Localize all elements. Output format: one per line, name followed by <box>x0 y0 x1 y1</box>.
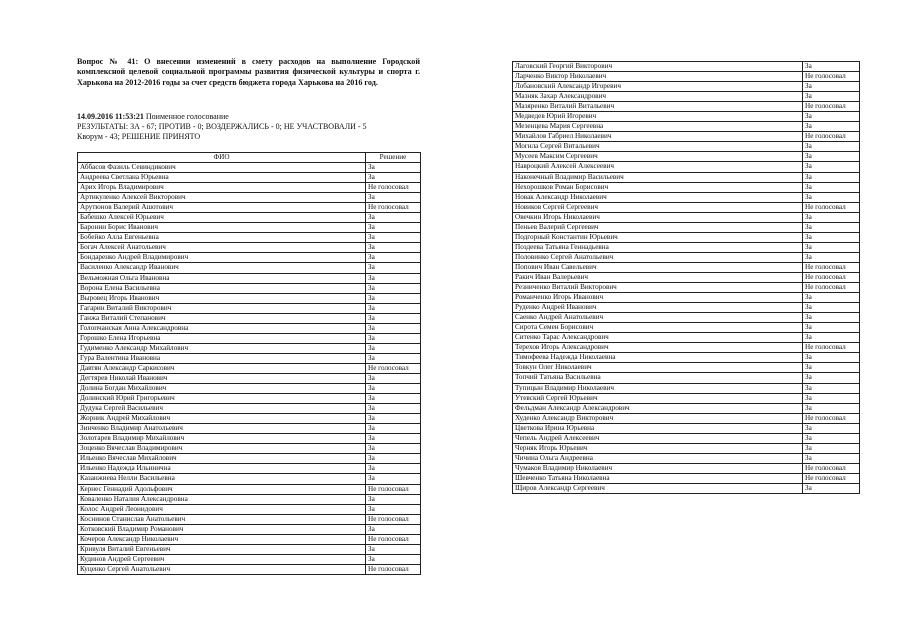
table-row <box>513 353 860 363</box>
vote-decision: За <box>366 253 421 263</box>
table-row <box>513 443 860 453</box>
deputy-name: Половинко Сергей Анатольевич <box>513 252 803 262</box>
table-row <box>78 363 421 373</box>
deputy-name: Арутюнов Валерий Ашотович <box>78 203 366 213</box>
deputy-name: Мазяренко Виталий Витальевич <box>513 102 803 112</box>
vote-decision: За <box>366 333 421 343</box>
deputy-name: Богач Алексей Анатольевич <box>78 243 366 253</box>
header-decision: Решение <box>366 153 421 163</box>
vote-decision: За <box>366 173 421 183</box>
vote-decision: За <box>366 544 421 554</box>
table-row <box>513 283 860 293</box>
table-row <box>78 504 421 514</box>
deputy-name: Вельможная Ольга Ивановна <box>78 273 366 283</box>
table-row <box>78 424 421 434</box>
table-row <box>513 62 860 72</box>
deputy-name: Ильенко Вячеслав Михайлович <box>78 454 366 464</box>
table-row <box>78 554 421 564</box>
vote-session-line <box>77 112 420 122</box>
vote-decision: За <box>366 554 421 564</box>
deputy-name: Гура Валентина Ивановна <box>78 353 366 363</box>
vote-decision: За <box>803 152 860 162</box>
deputy-name: Зоценко Вячеслав Владимирович <box>78 444 366 454</box>
deputy-name: Арих Игорь Владимирович <box>78 183 366 193</box>
vote-decision: За <box>366 293 421 303</box>
vote-decision: За <box>803 433 860 443</box>
vote-timestamp: 14.09.2016 11:53:21 <box>77 112 144 121</box>
vote-decision: За <box>366 223 421 233</box>
vote-decision: За <box>803 252 860 262</box>
vote-decision: За <box>366 474 421 484</box>
deputy-name: Фельдман Александр Александрович <box>513 403 803 413</box>
deputy-name: Баронин Борис Иванович <box>78 223 366 233</box>
table-row <box>78 514 421 524</box>
vote-meta <box>77 112 420 143</box>
vote-decision: За <box>366 163 421 173</box>
table-row <box>513 112 860 122</box>
vote-decision: За <box>366 384 421 394</box>
deputy-name: Чумаков Владимир Николаевич <box>513 463 803 473</box>
vote-decision: За <box>366 233 421 243</box>
deputy-name: Дудука Сергей Васильевич <box>78 404 366 414</box>
deputy-name: Пеньев Валерий Сергеевич <box>513 222 803 232</box>
vote-decision: За <box>366 303 421 313</box>
table-row <box>513 433 860 443</box>
table-row <box>78 253 421 263</box>
vote-decision: Не голосовал <box>803 272 860 282</box>
deputy-name: Щиров Александр Сергеевич <box>513 483 803 493</box>
deputy-name: Артикуленко Алексей Викторович <box>78 193 366 203</box>
deputy-name: Попович Иван Савельевич <box>513 262 803 272</box>
deputy-name: Поздеева Татьяна Геннадьевна <box>513 242 803 252</box>
deputy-name: Бондаренко Андрей Владимирович <box>78 253 366 263</box>
table-row <box>78 343 421 353</box>
vote-decision: За <box>803 453 860 463</box>
table-row <box>513 313 860 323</box>
table-row <box>78 384 421 394</box>
question-title: Вопрос № 41: О внесении изменений в смету расходов на выполнение Городской комплексной целевой социальной программы развития физической культуры и спорта г. Харькова на 2012-2016 годы за счет средств бюджета города Харькова на 2016 год. <box>77 57 420 87</box>
vote-decision: За <box>803 162 860 172</box>
vote-decision: За <box>366 343 421 353</box>
vote-decision: За <box>803 172 860 182</box>
deputy-name: Кривуля Виталий Евгеньевич <box>78 544 366 554</box>
vote-decision: За <box>803 303 860 313</box>
deputy-name: Ракич Иван Валерьевич <box>513 272 803 282</box>
table-row <box>513 453 860 463</box>
vote-decision: За <box>803 62 860 72</box>
table-row <box>513 152 860 162</box>
deputy-name: Сирота Семен Борисович <box>513 323 803 333</box>
vote-decision: За <box>803 323 860 333</box>
table-row <box>78 544 421 554</box>
deputy-name: Ситенко Тарас Александрович <box>513 333 803 343</box>
vote-decision: За <box>803 92 860 102</box>
vote-decision: Не голосовал <box>366 203 421 213</box>
deputy-name: Могила Сергей Витальевич <box>513 142 803 152</box>
deputy-name: Дегтярев Николай Иванович <box>78 373 366 383</box>
table-row <box>78 414 421 424</box>
table-row <box>78 263 421 273</box>
deputy-name: Гудименко Александр Михайлович <box>78 343 366 353</box>
vote-decision: За <box>803 423 860 433</box>
deputy-name: Ларченко Виктор Николаевич <box>513 72 803 82</box>
vote-decision: За <box>366 504 421 514</box>
vote-quorum: Кворум - 43; РЕШЕНИЕ ПРИНЯТО <box>77 132 201 142</box>
table-row <box>513 413 860 423</box>
vote-decision: Не голосовал <box>803 463 860 473</box>
table-row <box>513 423 860 433</box>
table-row <box>513 202 860 212</box>
table-row <box>513 252 860 262</box>
table-row <box>78 524 421 534</box>
vote-decision: За <box>366 394 421 404</box>
table-row <box>78 323 421 333</box>
table-row <box>513 232 860 242</box>
deputy-name: Цветкова Ирина Юрьевна <box>513 423 803 433</box>
table-row <box>513 383 860 393</box>
vote-decision: За <box>803 142 860 152</box>
table-row <box>78 454 421 464</box>
vote-decision: Не голосовал <box>366 534 421 544</box>
vote-decision: За <box>366 273 421 283</box>
table-row <box>78 193 421 203</box>
deputy-name: Лаговский Георгий Викторович <box>513 62 803 72</box>
deputy-name: Товкун Олег Николаевич <box>513 363 803 373</box>
deputy-name: Долина Богдан Михайлович <box>78 384 366 394</box>
vote-decision: За <box>803 363 860 373</box>
deputy-name: Василенко Александр Иванович <box>78 263 366 273</box>
table-row <box>513 182 860 192</box>
vote-decision: Не голосовал <box>803 473 860 483</box>
table-row <box>513 363 860 373</box>
vote-table-right-body <box>513 62 860 494</box>
deputy-name: Бобейко Алла Евгеньевна <box>78 233 366 243</box>
vote-decision: Не голосовал <box>366 564 421 574</box>
vote-decision: За <box>366 464 421 474</box>
deputy-name: Лобановский Александр Игоревич <box>513 82 803 92</box>
vote-table-left <box>77 152 421 575</box>
deputy-name: Медведев Юрий Игоревич <box>513 112 803 122</box>
table-row <box>78 233 421 243</box>
vote-decision: Не голосовал <box>366 183 421 193</box>
table-row <box>513 473 860 483</box>
deputy-name: Михайлов Габриел Николаевич <box>513 132 803 142</box>
table-row <box>78 173 421 183</box>
table-row <box>513 122 860 132</box>
vote-decision: За <box>803 232 860 242</box>
table-row <box>78 464 421 474</box>
vote-decision: За <box>803 373 860 383</box>
table-row <box>78 163 421 173</box>
vote-decision: За <box>366 213 421 223</box>
vote-decision: За <box>366 313 421 323</box>
vote-decision: За <box>366 353 421 363</box>
deputy-name: Мазняк Захар Александрович <box>513 92 803 102</box>
vote-decision: За <box>803 353 860 363</box>
table-row <box>78 534 421 544</box>
table-row <box>513 242 860 252</box>
vote-decision: За <box>803 242 860 252</box>
table-row <box>78 404 421 414</box>
table-row <box>78 394 421 404</box>
vote-decision: За <box>366 494 421 504</box>
deputy-name: Аббасов Фазиль Севиндикович <box>78 163 366 173</box>
vote-table-right <box>512 61 860 494</box>
deputy-name: Нехорошков Роман Борисович <box>513 182 803 192</box>
vote-decision: За <box>366 414 421 424</box>
vote-decision: За <box>366 434 421 444</box>
deputy-name: Ильенко Надежда Ильинична <box>78 464 366 474</box>
vote-decision: Не голосовал <box>803 132 860 142</box>
vote-decision: За <box>803 112 860 122</box>
table-row <box>513 262 860 272</box>
deputy-name: Черняк Игорь Юрьевич <box>513 443 803 453</box>
vote-type: Поименное голосование <box>145 112 229 121</box>
table-row <box>513 92 860 102</box>
table-header-row <box>78 153 421 163</box>
deputy-name: Андреева Светлана Юрьевна <box>78 173 366 183</box>
deputy-name: Коваленко Наталия Александровна <box>78 494 366 504</box>
table-row <box>513 172 860 182</box>
table-row <box>78 273 421 283</box>
deputy-name: Бабешко Алексей Юрьевич <box>78 213 366 223</box>
vote-decision: За <box>366 263 421 273</box>
deputy-name: Зинченко Владимир Анатольевич <box>78 424 366 434</box>
table-row <box>513 373 860 383</box>
table-row <box>513 212 860 222</box>
deputy-name: Наконечный Владимир Васильевич <box>513 172 803 182</box>
deputy-name: Подгорный Константин Юрьевич <box>513 232 803 242</box>
table-row <box>78 283 421 293</box>
vote-table-left-body <box>78 163 421 575</box>
table-row <box>78 434 421 444</box>
vote-decision: За <box>803 483 860 493</box>
deputy-name: Кернес Геннадий Адольфович <box>78 484 366 494</box>
table-row <box>513 142 860 152</box>
table-row <box>78 444 421 454</box>
vote-results: РЕЗУЛЬТАТЫ: ЗА - 67; ПРОТИВ - 0; ВОЗДЕРЖАЛИСЬ - 0; НЕ УЧАСТВОВАЛИ - 5 <box>77 122 367 132</box>
vote-decision: За <box>366 524 421 534</box>
vote-decision: За <box>366 444 421 454</box>
table-row <box>78 293 421 303</box>
deputy-name: Резниченко Виталий Викторович <box>513 283 803 293</box>
table-row <box>513 393 860 403</box>
table-row <box>513 272 860 282</box>
vote-decision: Не голосовал <box>803 72 860 82</box>
vote-decision: За <box>803 293 860 303</box>
table-row <box>513 323 860 333</box>
deputy-name: Кудинов Андрей Сергеевич <box>78 554 366 564</box>
vote-decision: За <box>366 193 421 203</box>
table-row <box>78 474 421 484</box>
deputy-name: Коснинов Станислав Анатольевич <box>78 514 366 524</box>
table-row <box>78 223 421 233</box>
vote-decision: Не голосовал <box>366 514 421 524</box>
deputy-name: Утевский Сергей Юрьевич <box>513 393 803 403</box>
table-row <box>78 373 421 383</box>
table-row <box>78 333 421 343</box>
table-row <box>78 353 421 363</box>
vote-decision: За <box>366 373 421 383</box>
table-row <box>513 343 860 353</box>
deputy-name: Выровец Игорь Иванович <box>78 293 366 303</box>
deputy-name: Новиков Сергей Сергеевич <box>513 202 803 212</box>
table-row <box>78 243 421 253</box>
deputy-name: Котковский Владимир Романович <box>78 524 366 534</box>
vote-decision: Не голосовал <box>803 202 860 212</box>
deputy-name: Золотарев Владимир Михайлович <box>78 434 366 444</box>
vote-decision: За <box>366 404 421 414</box>
table-row <box>513 483 860 493</box>
vote-decision: За <box>803 82 860 92</box>
deputy-name: Терехов Игорь Александрович <box>513 343 803 353</box>
vote-decision: За <box>803 393 860 403</box>
table-row <box>78 484 421 494</box>
deputy-name: Чепель Андрей Алексеевич <box>513 433 803 443</box>
vote-decision: За <box>366 283 421 293</box>
table-row <box>513 293 860 303</box>
vote-decision: За <box>803 443 860 453</box>
deputy-name: Чичина Ольга Андреевна <box>513 453 803 463</box>
deputy-name: Куценко Сергей Анатольевич <box>78 564 366 574</box>
deputy-name: Руденко Андрей Иванович <box>513 303 803 313</box>
table-row <box>513 132 860 142</box>
deputy-name: Гагарин Виталий Викторович <box>78 303 366 313</box>
deputy-name: Колос Андрей Леонидович <box>78 504 366 514</box>
deputy-name: Долинский Юрий Григорьевич <box>78 394 366 404</box>
vote-decision: За <box>366 454 421 464</box>
table-row <box>513 82 860 92</box>
table-row <box>78 313 421 323</box>
header-name: ФИО <box>78 153 366 163</box>
table-row <box>78 303 421 313</box>
deputy-name: Тимофеева Надежда Николаевна <box>513 353 803 363</box>
vote-decision: За <box>803 122 860 132</box>
deputy-name: Казанжиева Нелли Васильевна <box>78 474 366 484</box>
deputy-name: Ганжа Виталий Степанович <box>78 313 366 323</box>
table-row <box>78 183 421 193</box>
deputy-name: Мусеев Максим Сергеевич <box>513 152 803 162</box>
vote-decision: Не голосовал <box>803 102 860 112</box>
table-row <box>513 463 860 473</box>
vote-decision: Не голосовал <box>366 484 421 494</box>
deputy-name: Романченко Игорь Иванович <box>513 293 803 303</box>
vote-decision: За <box>803 192 860 202</box>
vote-decision: Не голосовал <box>803 283 860 293</box>
table-row <box>513 403 860 413</box>
deputy-name: Саенко Андрей Анатольевич <box>513 313 803 323</box>
deputy-name: Ворона Елена Васильевна <box>78 283 366 293</box>
deputy-name: Жорник Андрей Михайлович <box>78 414 366 424</box>
table-row <box>513 333 860 343</box>
deputy-name: Шевченко Татьяна Николаевна <box>513 473 803 483</box>
deputy-name: Худенко Александр Викторович <box>513 413 803 423</box>
table-row <box>78 494 421 504</box>
table-row <box>78 203 421 213</box>
table-row <box>513 162 860 172</box>
vote-decision: За <box>803 333 860 343</box>
vote-decision: За <box>803 383 860 393</box>
table-row <box>78 564 421 574</box>
vote-decision: За <box>366 243 421 253</box>
deputy-name: Тупицын Владимир Николаевич <box>513 383 803 393</box>
vote-decision: Не голосовал <box>366 363 421 373</box>
table-row <box>513 72 860 82</box>
vote-decision: За <box>803 222 860 232</box>
vote-decision: Не голосовал <box>803 413 860 423</box>
table-row <box>513 222 860 232</box>
deputy-name: Овечкин Игорь Николаевич <box>513 212 803 222</box>
vote-decision: За <box>803 313 860 323</box>
vote-decision: Не голосовал <box>803 343 860 353</box>
vote-decision: Не голосовал <box>803 262 860 272</box>
table-row <box>513 303 860 313</box>
vote-decision: За <box>366 424 421 434</box>
deputy-name: Кочеров Александр Николаевич <box>78 534 366 544</box>
vote-decision: За <box>366 323 421 333</box>
vote-decision: За <box>803 403 860 413</box>
table-row <box>513 192 860 202</box>
deputy-name: Топчий Татьяна Васильевна <box>513 373 803 383</box>
deputy-name: Новак Александр Николаевич <box>513 192 803 202</box>
deputy-name: Навроцкий Алексей Алексеевич <box>513 162 803 172</box>
deputy-name: Горошко Елена Игорьевна <box>78 333 366 343</box>
deputy-name: Давтян Александр Саркисович <box>78 363 366 373</box>
vote-decision: За <box>803 182 860 192</box>
deputy-name: Голопчанская Анна Александровна <box>78 323 366 333</box>
vote-decision: За <box>803 212 860 222</box>
table-row <box>78 213 421 223</box>
deputy-name: Мезенцева Мария Сергеевна <box>513 122 803 132</box>
table-row <box>513 102 860 112</box>
